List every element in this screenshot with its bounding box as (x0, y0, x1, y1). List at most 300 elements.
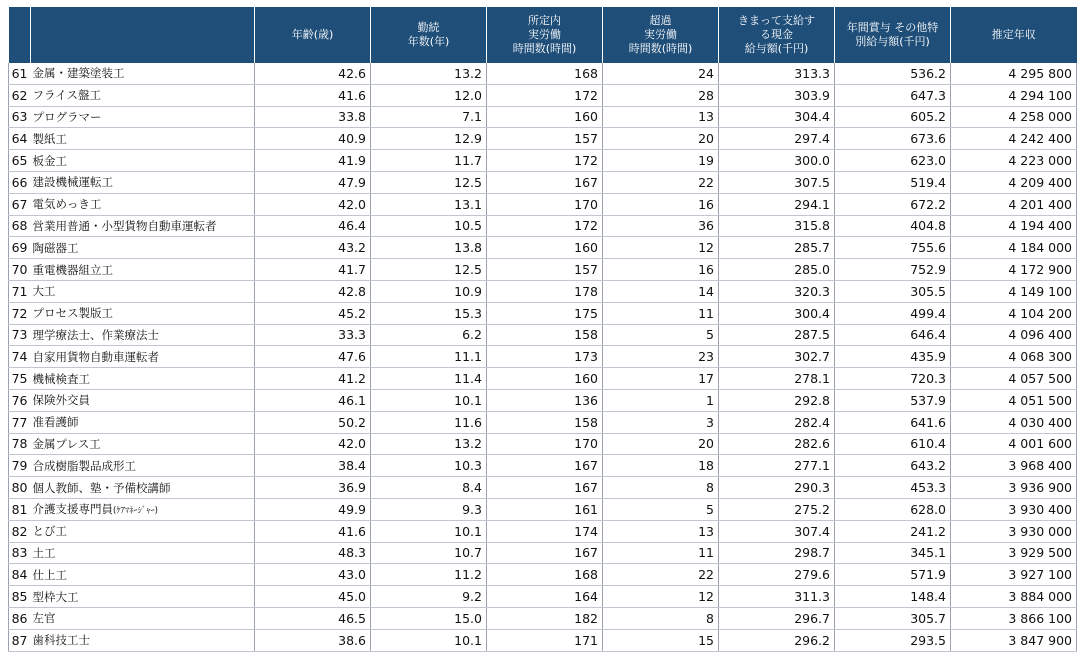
occupation-cell (31, 150, 255, 172)
occupation-name: 仕上工 (32, 567, 67, 582)
monthly-pay-cell: 300.0 (719, 150, 835, 172)
occupation-name: プログラマー (32, 109, 102, 124)
rank-cell: 81 (9, 498, 31, 520)
regular-hours-cell: 161 (487, 498, 603, 520)
rank-cell: 71 (9, 280, 31, 302)
bonus-cell: 537.9 (835, 389, 951, 411)
bonus-cell: 752.9 (835, 259, 951, 281)
age-cell: 42.0 (255, 193, 371, 215)
monthly-pay-cell: 303.9 (719, 84, 835, 106)
occupation-cell (31, 280, 255, 302)
rank-cell: 76 (9, 389, 31, 411)
monthly-pay-cell: 285.7 (719, 237, 835, 259)
regular-hours-cell: 160 (487, 368, 603, 390)
monthly-pay-cell: 278.1 (719, 368, 835, 390)
annual-income-cell: 4 184 000 (951, 237, 1077, 259)
tenure-cell: 9.3 (371, 498, 487, 520)
occupation-cell (31, 368, 255, 390)
bonus-cell: 605.2 (835, 106, 951, 128)
monthly-pay-cell: 294.1 (719, 193, 835, 215)
occupation-cell (31, 63, 255, 84)
rank-cell: 79 (9, 455, 31, 477)
monthly-pay-cell: 298.7 (719, 542, 835, 564)
rank-cell: 63 (9, 106, 31, 128)
regular-hours-cell: 173 (487, 346, 603, 368)
regular-hours-cell: 178 (487, 280, 603, 302)
regular-hours-cell: 170 (487, 193, 603, 215)
age-cell: 48.3 (255, 542, 371, 564)
bonus-cell: 720.3 (835, 368, 951, 390)
regular-hours-cell: 172 (487, 215, 603, 237)
table-row (9, 455, 1077, 477)
table-row (9, 171, 1077, 193)
tenure-cell: 12.0 (371, 84, 487, 106)
occupation-cell (31, 302, 255, 324)
overtime-hours-cell: 1 (603, 389, 719, 411)
bonus-cell: 643.2 (835, 455, 951, 477)
annual-income-cell: 4 172 900 (951, 259, 1077, 281)
regular-hours-cell: 175 (487, 302, 603, 324)
header-line: 実労働 (528, 28, 561, 41)
tenure-cell: 11.2 (371, 564, 487, 586)
regular-hours-cell: 160 (487, 106, 603, 128)
age-cell: 43.2 (255, 237, 371, 259)
age-cell: 45.0 (255, 586, 371, 608)
occupation-name: 准看護師 (32, 415, 79, 430)
overtime-hours-cell: 22 (603, 564, 719, 586)
overtime-hours-cell: 12 (603, 237, 719, 259)
age-cell: 38.6 (255, 629, 371, 651)
rank-cell: 80 (9, 477, 31, 499)
regular-hours-cell: 157 (487, 128, 603, 150)
age-cell: 41.6 (255, 84, 371, 106)
annual-income-cell: 3 930 400 (951, 498, 1077, 520)
rank-cell: 84 (9, 564, 31, 586)
table-row (9, 498, 1077, 520)
rank-cell: 61 (9, 63, 31, 84)
table-row (9, 215, 1077, 237)
tenure-cell: 13.2 (371, 433, 487, 455)
age-cell: 42.0 (255, 433, 371, 455)
bonus-cell: 571.9 (835, 564, 951, 586)
occupation-cell (31, 564, 255, 586)
monthly-pay-cell: 296.2 (719, 629, 835, 651)
annual-income-cell: 4 051 500 (951, 389, 1077, 411)
occupation-name: 金属・建築塗装工 (32, 66, 125, 81)
rank-cell: 73 (9, 324, 31, 346)
bonus-cell: 628.0 (835, 498, 951, 520)
occupation-name: 個人教師、塾・予備校講師 (32, 480, 171, 495)
monthly-pay-cell: 320.3 (719, 280, 835, 302)
overtime-hours-cell: 18 (603, 455, 719, 477)
occupation-cell (31, 346, 255, 368)
table-row (9, 586, 1077, 608)
tenure-cell: 11.1 (371, 346, 487, 368)
occupation-name: 建設機械運転工 (32, 175, 113, 190)
monthly-pay-cell: 307.5 (719, 171, 835, 193)
occupation-cell (31, 411, 255, 433)
occupation-name: 板金工 (32, 153, 67, 168)
age-cell: 46.1 (255, 389, 371, 411)
occupation-note: (ｹｱﾏﾈｰｼﾞｬｰ) (113, 506, 158, 517)
table-row (9, 150, 1077, 172)
rank-cell: 72 (9, 302, 31, 324)
header-line: 年間賞与 その他特 (846, 21, 939, 34)
annual-income-cell: 4 294 100 (951, 84, 1077, 106)
age-cell: 47.6 (255, 346, 371, 368)
header-line: 推定年収 (991, 28, 1036, 41)
monthly-pay-cell: 279.6 (719, 564, 835, 586)
tenure-cell: 10.5 (371, 215, 487, 237)
tenure-cell: 13.1 (371, 193, 487, 215)
tenure-cell: 12.5 (371, 259, 487, 281)
regular-hours-cell: 168 (487, 63, 603, 84)
monthly-pay-cell: 292.8 (719, 389, 835, 411)
regular-hours-cell: 172 (487, 84, 603, 106)
table-row (9, 280, 1077, 302)
overtime-hours-cell: 17 (603, 368, 719, 390)
occupation-name: 金属プレス工 (32, 436, 101, 451)
header-occupation (31, 7, 255, 63)
table-row (9, 106, 1077, 128)
rank-cell: 65 (9, 150, 31, 172)
occupation-cell (31, 498, 255, 520)
header-line: 時間数(時間) (512, 42, 577, 55)
regular-hours-cell: 172 (487, 150, 603, 172)
rank-cell: 64 (9, 128, 31, 150)
table-row (9, 629, 1077, 651)
rank-cell: 77 (9, 411, 31, 433)
occupation-name: プロセス製版工 (32, 306, 113, 321)
tenure-cell: 12.5 (371, 171, 487, 193)
monthly-pay-cell: 304.4 (719, 106, 835, 128)
tenure-cell: 12.9 (371, 128, 487, 150)
rank-cell: 66 (9, 171, 31, 193)
tenure-cell: 11.6 (371, 411, 487, 433)
age-cell: 41.6 (255, 520, 371, 542)
rank-cell: 75 (9, 368, 31, 390)
occupation-name: 機械検査工 (32, 371, 90, 386)
table-row (9, 433, 1077, 455)
tenure-cell: 11.4 (371, 368, 487, 390)
occupation-cell (31, 171, 255, 193)
age-cell: 38.4 (255, 455, 371, 477)
monthly-pay-cell: 290.3 (719, 477, 835, 499)
occupation-cell (31, 128, 255, 150)
occupation-cell (31, 324, 255, 346)
occupation-name: 大工 (32, 284, 56, 299)
regular-hours-cell: 158 (487, 324, 603, 346)
occupation-name: 理学療法士、作業療法士 (32, 327, 159, 342)
header-line: 勤続 (417, 21, 440, 34)
table-row (9, 128, 1077, 150)
occupation-cell (31, 433, 255, 455)
occupation-name: 左官 (32, 611, 56, 626)
occupation-cell (31, 259, 255, 281)
annual-income-cell: 3 968 400 (951, 455, 1077, 477)
overtime-hours-cell: 13 (603, 520, 719, 542)
regular-hours-cell: 171 (487, 629, 603, 651)
age-cell: 47.9 (255, 171, 371, 193)
table-row (9, 607, 1077, 629)
rank-cell: 74 (9, 346, 31, 368)
monthly-pay-cell: 277.1 (719, 455, 835, 477)
annual-income-cell: 4 295 800 (951, 63, 1077, 84)
header-regular-hours (487, 7, 603, 63)
annual-income-cell: 4 057 500 (951, 368, 1077, 390)
occupation-name: とび工 (32, 524, 67, 539)
occupation-cell (31, 455, 255, 477)
table-row (9, 389, 1077, 411)
tenure-cell: 10.1 (371, 389, 487, 411)
tenure-cell: 9.2 (371, 586, 487, 608)
rank-cell: 68 (9, 215, 31, 237)
occupation-name: 陶磁器工 (32, 240, 79, 255)
tenure-cell: 15.0 (371, 607, 487, 629)
header-annual-income (951, 7, 1077, 63)
annual-income-cell: 3 929 500 (951, 542, 1077, 564)
header-line: 時間数(時間) (628, 42, 693, 55)
overtime-hours-cell: 23 (603, 346, 719, 368)
bonus-cell: 755.6 (835, 237, 951, 259)
bonus-cell: 305.5 (835, 280, 951, 302)
overtime-hours-cell: 5 (603, 498, 719, 520)
tenure-cell: 10.3 (371, 455, 487, 477)
occupation-name: 土工 (32, 545, 56, 560)
annual-income-cell: 4 194 400 (951, 215, 1077, 237)
table-row (9, 477, 1077, 499)
annual-income-cell: 4 258 000 (951, 106, 1077, 128)
bonus-cell: 519.4 (835, 171, 951, 193)
annual-income-cell: 4 001 600 (951, 433, 1077, 455)
tenure-cell: 10.7 (371, 542, 487, 564)
age-cell: 41.9 (255, 150, 371, 172)
overtime-hours-cell: 28 (603, 84, 719, 106)
annual-income-cell: 4 201 400 (951, 193, 1077, 215)
header-age (255, 7, 371, 63)
header-line: 超過 (649, 14, 672, 27)
occupation-cell (31, 629, 255, 651)
header-line: きまって支給す (738, 14, 815, 27)
annual-income-cell: 4 242 400 (951, 128, 1077, 150)
bonus-cell: 241.2 (835, 520, 951, 542)
salary-table (8, 7, 1077, 652)
overtime-hours-cell: 24 (603, 63, 719, 84)
annual-income-cell: 4 149 100 (951, 280, 1077, 302)
header-line: る現金 (760, 28, 793, 41)
occupation-name: 営業用普通・小型貨物自動車運転者 (32, 218, 217, 233)
occupation-name: フライス盤工 (32, 88, 102, 103)
table-row (9, 368, 1077, 390)
overtime-hours-cell: 19 (603, 150, 719, 172)
age-cell: 36.9 (255, 477, 371, 499)
tenure-cell: 8.4 (371, 477, 487, 499)
age-cell: 40.9 (255, 128, 371, 150)
table-row (9, 302, 1077, 324)
monthly-pay-cell: 282.6 (719, 433, 835, 455)
table-row (9, 259, 1077, 281)
bonus-cell: 641.6 (835, 411, 951, 433)
annual-income-cell: 3 927 100 (951, 564, 1077, 586)
overtime-hours-cell: 16 (603, 259, 719, 281)
overtime-hours-cell: 11 (603, 542, 719, 564)
overtime-hours-cell: 11 (603, 302, 719, 324)
occupation-name: 電気めっき工 (32, 197, 102, 212)
monthly-pay-cell: 311.3 (719, 586, 835, 608)
occupation-name: 歯科技工士 (32, 633, 90, 648)
header-bonus (835, 7, 951, 63)
age-cell: 41.2 (255, 368, 371, 390)
occupation-name: 重電機器組立工 (32, 262, 113, 277)
table-row (9, 63, 1077, 84)
bonus-cell: 148.4 (835, 586, 951, 608)
monthly-pay-cell: 313.3 (719, 63, 835, 84)
rank-cell: 83 (9, 542, 31, 564)
overtime-hours-cell: 15 (603, 629, 719, 651)
age-cell: 46.5 (255, 607, 371, 629)
occupation-name: 製紙工 (32, 131, 67, 146)
tenure-cell: 13.2 (371, 63, 487, 84)
rank-cell: 62 (9, 84, 31, 106)
regular-hours-cell: 170 (487, 433, 603, 455)
bonus-cell: 293.5 (835, 629, 951, 651)
age-cell: 42.8 (255, 280, 371, 302)
table-row (9, 84, 1077, 106)
table-row (9, 520, 1077, 542)
rank-cell: 87 (9, 629, 31, 651)
age-cell: 43.0 (255, 564, 371, 586)
header-overtime-hours (603, 7, 719, 63)
table-row (9, 193, 1077, 215)
tenure-cell: 15.3 (371, 302, 487, 324)
bonus-cell: 646.4 (835, 324, 951, 346)
age-cell: 46.4 (255, 215, 371, 237)
annual-income-cell: 4 209 400 (951, 171, 1077, 193)
overtime-hours-cell: 20 (603, 433, 719, 455)
tenure-cell: 10.9 (371, 280, 487, 302)
regular-hours-cell: 167 (487, 171, 603, 193)
annual-income-cell: 3 930 000 (951, 520, 1077, 542)
monthly-pay-cell: 285.0 (719, 259, 835, 281)
occupation-cell (31, 389, 255, 411)
regular-hours-cell: 157 (487, 259, 603, 281)
overtime-hours-cell: 8 (603, 607, 719, 629)
table-row (9, 346, 1077, 368)
monthly-pay-cell: 302.7 (719, 346, 835, 368)
annual-income-cell: 3 847 900 (951, 629, 1077, 651)
rank-cell: 85 (9, 586, 31, 608)
annual-income-cell: 3 936 900 (951, 477, 1077, 499)
regular-hours-cell: 160 (487, 237, 603, 259)
bonus-cell: 647.3 (835, 84, 951, 106)
annual-income-cell: 4 096 400 (951, 324, 1077, 346)
table-row (9, 564, 1077, 586)
annual-income-cell: 4 223 000 (951, 150, 1077, 172)
overtime-hours-cell: 13 (603, 106, 719, 128)
overtime-hours-cell: 5 (603, 324, 719, 346)
regular-hours-cell: 158 (487, 411, 603, 433)
age-cell: 33.3 (255, 324, 371, 346)
header-line: 年齢(歳) (291, 28, 334, 41)
annual-income-cell: 4 030 400 (951, 411, 1077, 433)
header-line: 所定内 (528, 14, 561, 27)
overtime-hours-cell: 20 (603, 128, 719, 150)
monthly-pay-cell: 307.4 (719, 520, 835, 542)
overtime-hours-cell: 8 (603, 477, 719, 499)
regular-hours-cell: 182 (487, 607, 603, 629)
tenure-cell: 11.7 (371, 150, 487, 172)
header-rank (9, 7, 31, 63)
regular-hours-cell: 164 (487, 586, 603, 608)
age-cell: 41.7 (255, 259, 371, 281)
overtime-hours-cell: 14 (603, 280, 719, 302)
occupation-name: 型枠大工 (32, 589, 79, 604)
regular-hours-cell: 174 (487, 520, 603, 542)
monthly-pay-cell: 315.8 (719, 215, 835, 237)
regular-hours-cell: 167 (487, 542, 603, 564)
occupation-cell (31, 607, 255, 629)
table-row (9, 324, 1077, 346)
rank-cell: 86 (9, 607, 31, 629)
bonus-cell: 610.4 (835, 433, 951, 455)
table-row (9, 237, 1077, 259)
bonus-cell: 345.1 (835, 542, 951, 564)
tenure-cell: 10.1 (371, 629, 487, 651)
occupation-cell (31, 193, 255, 215)
monthly-pay-cell: 287.5 (719, 324, 835, 346)
bonus-cell: 499.4 (835, 302, 951, 324)
rank-cell: 70 (9, 259, 31, 281)
age-cell: 49.9 (255, 498, 371, 520)
monthly-pay-cell: 300.4 (719, 302, 835, 324)
age-cell: 50.2 (255, 411, 371, 433)
age-cell: 33.8 (255, 106, 371, 128)
annual-income-cell: 3 884 000 (951, 586, 1077, 608)
header-row (9, 7, 1077, 63)
monthly-pay-cell: 297.4 (719, 128, 835, 150)
rank-cell: 78 (9, 433, 31, 455)
monthly-pay-cell: 282.4 (719, 411, 835, 433)
rank-cell: 67 (9, 193, 31, 215)
overtime-hours-cell: 36 (603, 215, 719, 237)
bonus-cell: 623.0 (835, 150, 951, 172)
occupation-cell (31, 477, 255, 499)
tenure-cell: 13.8 (371, 237, 487, 259)
occupation-cell (31, 106, 255, 128)
age-cell: 45.2 (255, 302, 371, 324)
age-cell: 42.6 (255, 63, 371, 84)
header-line: 別給与額(千円) (855, 35, 930, 48)
table-row (9, 542, 1077, 564)
occupation-name: 保険外交員 (32, 393, 90, 408)
header-tenure (371, 7, 487, 63)
occupation-cell (31, 586, 255, 608)
occupation-cell (31, 542, 255, 564)
rank-cell: 69 (9, 237, 31, 259)
annual-income-cell: 3 866 100 (951, 607, 1077, 629)
bonus-cell: 536.2 (835, 63, 951, 84)
tenure-cell: 10.1 (371, 520, 487, 542)
bonus-cell: 404.8 (835, 215, 951, 237)
bonus-cell: 672.2 (835, 193, 951, 215)
annual-income-cell: 4 104 200 (951, 302, 1077, 324)
regular-hours-cell: 167 (487, 455, 603, 477)
tenure-cell: 6.2 (371, 324, 487, 346)
annual-income-cell: 4 068 300 (951, 346, 1077, 368)
monthly-pay-cell: 275.2 (719, 498, 835, 520)
bonus-cell: 453.3 (835, 477, 951, 499)
monthly-pay-cell: 296.7 (719, 607, 835, 629)
